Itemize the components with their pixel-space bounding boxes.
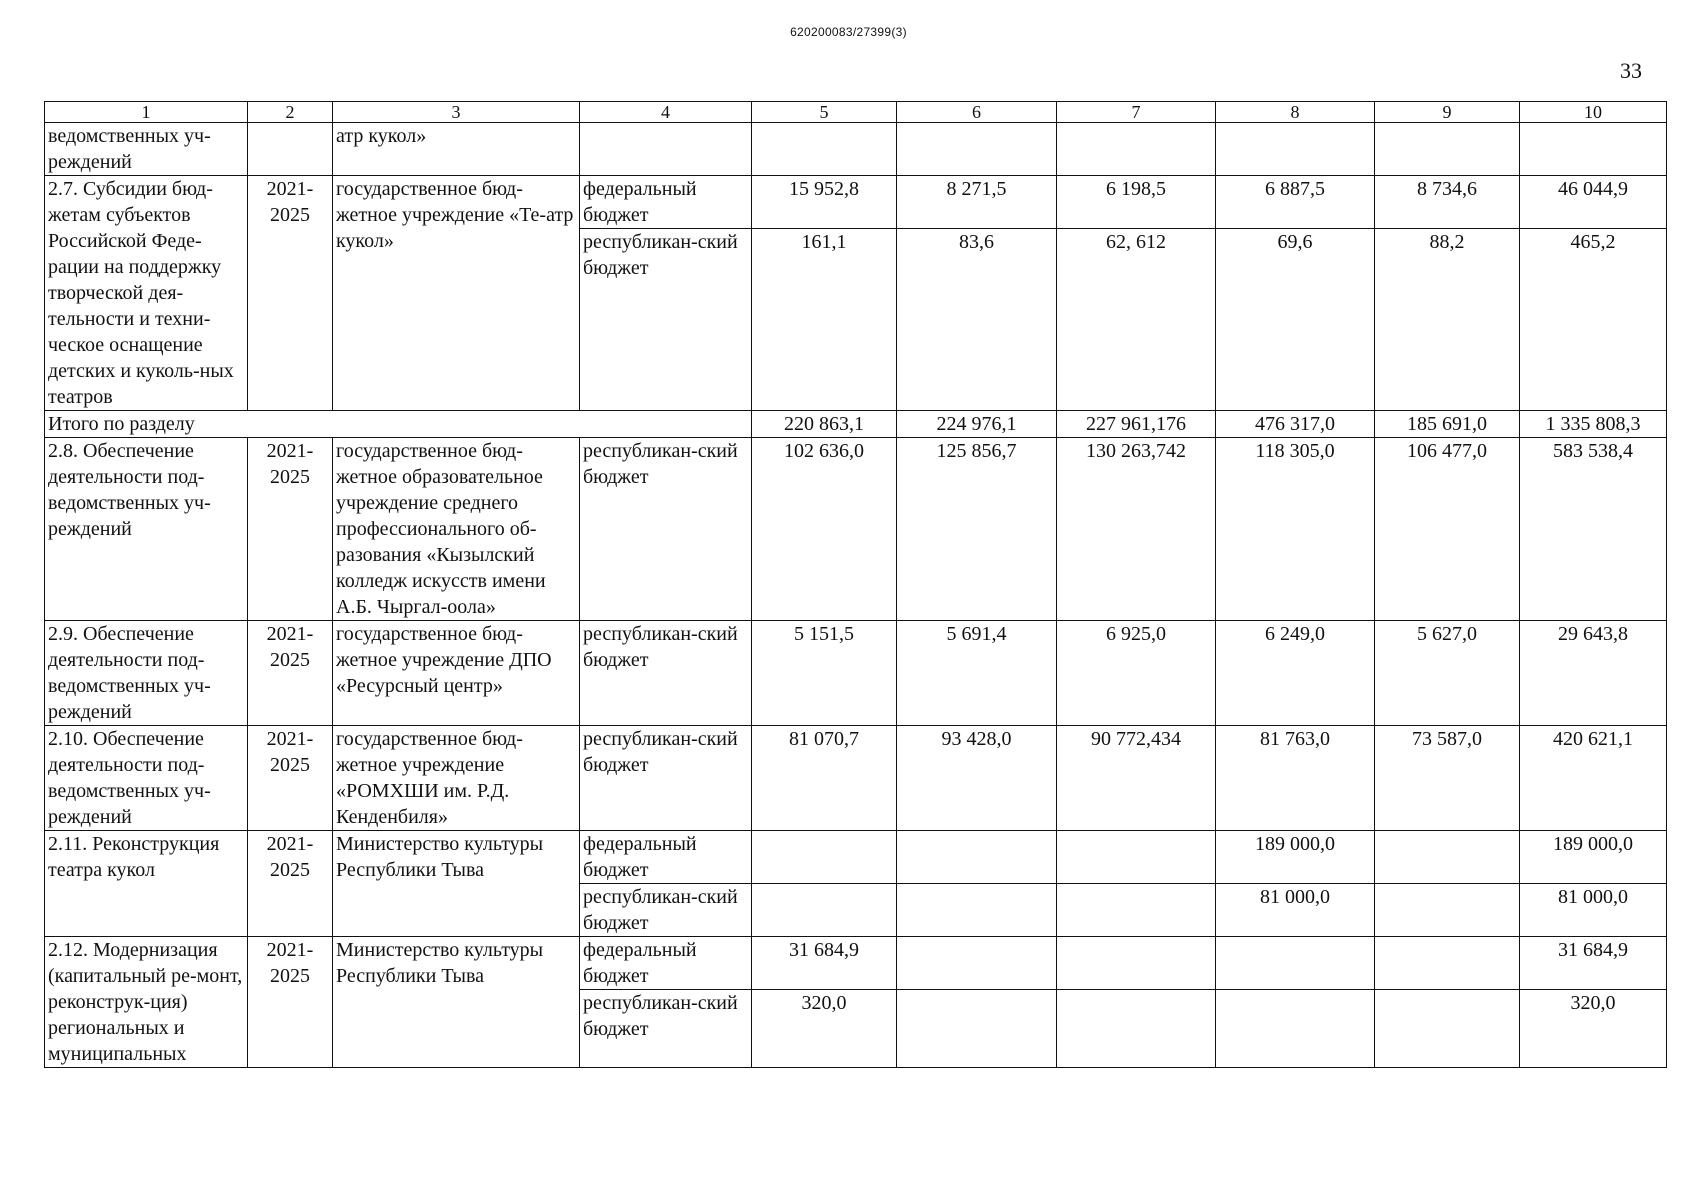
value-cell: 8 734,6 <box>1375 176 1520 229</box>
funding-source-cell: республикан-ский бюджет <box>580 621 752 726</box>
value-cell: 130 263,742 <box>1057 438 1216 621</box>
measure-name-cell: 2.12. Модернизация (капитальный ре-монт, реконструк-ция) региональных и муниципальных <box>45 937 248 1068</box>
value-cell: 102 636,0 <box>752 438 897 621</box>
executor-cell: атр кукол» <box>333 123 580 176</box>
value-cell: 320,0 <box>1520 990 1667 1068</box>
value-cell: 6 887,5 <box>1216 176 1375 229</box>
value-cell: 81 070,7 <box>752 726 897 831</box>
period-cell: 2021-2025 <box>248 831 333 937</box>
document-registration-number: 620200083/27399(3) <box>790 25 907 39</box>
table-row <box>45 123 1667 176</box>
value-cell <box>1216 990 1375 1068</box>
value-cell: 583 538,4 <box>1520 438 1667 621</box>
value-cell <box>1057 831 1216 884</box>
value-cell <box>752 884 897 937</box>
value-cell <box>1216 937 1375 990</box>
value-cell: 15 952,8 <box>752 176 897 229</box>
value-cell: 81 000,0 <box>1216 884 1375 937</box>
value-cell: 161,1 <box>752 229 897 411</box>
column-number: 1 <box>45 102 248 123</box>
value-cell: 62, 612 <box>1057 229 1216 411</box>
column-number: 8 <box>1216 102 1375 123</box>
value-cell: 320,0 <box>752 990 897 1068</box>
value-cell <box>1375 884 1520 937</box>
funding-source-cell: республикан-ский бюджет <box>580 990 752 1068</box>
value-cell: 8 271,5 <box>897 176 1057 229</box>
column-number: 10 <box>1520 102 1667 123</box>
executor-cell: Министерство культуры Республики Тыва <box>333 831 580 937</box>
total-value-cell: 185 691,0 <box>1375 411 1520 438</box>
value-cell: 5 151,5 <box>752 621 897 726</box>
section-total-label: Итого по разделу <box>45 411 752 438</box>
value-cell: 6 249,0 <box>1216 621 1375 726</box>
value-cell <box>752 831 897 884</box>
measure-name-cell: 2.7. Субсидии бюд-жетам субъектов Российской Феде-рации на поддержку творческой дея-тельности и техни-ческое оснащение детских и куколь-ных театров <box>45 176 248 411</box>
funding-source-cell: республикан-ский бюджет <box>580 884 752 937</box>
total-value-cell: 220 863,1 <box>752 411 897 438</box>
table-row <box>45 937 1667 990</box>
period-cell: 2021-2025 <box>248 438 333 621</box>
column-number: 7 <box>1057 102 1216 123</box>
total-value-cell: 476 317,0 <box>1216 411 1375 438</box>
value-cell <box>1520 123 1667 176</box>
value-cell: 69,6 <box>1216 229 1375 411</box>
value-cell: 6 198,5 <box>1057 176 1216 229</box>
period-cell: 2021-2025 <box>248 621 333 726</box>
value-cell: 73 587,0 <box>1375 726 1520 831</box>
value-cell: 118 305,0 <box>1216 438 1375 621</box>
value-cell: 88,2 <box>1375 229 1520 411</box>
table-row <box>45 726 1667 831</box>
value-cell: 106 477,0 <box>1375 438 1520 621</box>
value-cell: 31 684,9 <box>752 937 897 990</box>
value-cell <box>1057 990 1216 1068</box>
budget-table <box>44 101 1667 1068</box>
value-cell: 90 772,434 <box>1057 726 1216 831</box>
value-cell: 5 691,4 <box>897 621 1057 726</box>
funding-source-cell: республикан-ский бюджет <box>580 726 752 831</box>
value-cell: 6 925,0 <box>1057 621 1216 726</box>
measure-name-cell: ведомственных уч-реждений <box>45 123 248 176</box>
measure-name-cell: 2.10. Обеспечение деятельности под-ведомственных уч-реждений <box>45 726 248 831</box>
total-value-cell: 1 335 808,3 <box>1520 411 1667 438</box>
value-cell: 81 000,0 <box>1520 884 1667 937</box>
value-cell: 189 000,0 <box>1216 831 1375 884</box>
section-total-row <box>45 411 1667 438</box>
funding-source-cell: федеральный бюджет <box>580 937 752 990</box>
table-row <box>45 438 1667 621</box>
value-cell <box>897 123 1057 176</box>
column-number: 9 <box>1375 102 1520 123</box>
value-cell <box>897 990 1057 1068</box>
value-cell: 46 044,9 <box>1520 176 1667 229</box>
value-cell <box>897 884 1057 937</box>
column-number: 3 <box>333 102 580 123</box>
total-value-cell: 224 976,1 <box>897 411 1057 438</box>
value-cell <box>1216 123 1375 176</box>
measure-name-cell: 2.8. Обеспечение деятельности под-ведомственных уч-реждений <box>45 438 248 621</box>
column-number: 6 <box>897 102 1057 123</box>
column-number: 2 <box>248 102 333 123</box>
table-row <box>45 176 1667 229</box>
executor-cell: государственное бюд-жетное образовательное учреждение среднего профессионального об-разования «Кызылский колледж искусств имени А.Б. Чыргал-оола» <box>333 438 580 621</box>
funding-source-cell: республикан-ский бюджет <box>580 438 752 621</box>
value-cell: 125 856,7 <box>897 438 1057 621</box>
measure-name-cell: 2.9. Обеспечение деятельности под-ведомственных уч-реждений <box>45 621 248 726</box>
value-cell <box>1057 937 1216 990</box>
period-cell <box>248 123 333 176</box>
funding-source-cell: республикан-ский бюджет <box>580 229 752 411</box>
value-cell <box>897 831 1057 884</box>
column-number-row <box>45 102 1667 123</box>
value-cell: 81 763,0 <box>1216 726 1375 831</box>
executor-cell: государственное бюд-жетное учреждение «РОМХШИ им. Р.Д. Кенденбиля» <box>333 726 580 831</box>
executor-cell: государственное бюд-жетное учреждение ДПО «Ресурсный центр» <box>333 621 580 726</box>
table-row <box>45 831 1667 884</box>
value-cell: 29 643,8 <box>1520 621 1667 726</box>
measure-name-cell: 2.11. Реконструкция театра кукол <box>45 831 248 937</box>
column-number: 5 <box>752 102 897 123</box>
value-cell: 189 000,0 <box>1520 831 1667 884</box>
funding-source-cell: федеральный бюджет <box>580 831 752 884</box>
total-value-cell: 227 961,176 <box>1057 411 1216 438</box>
table-row <box>45 621 1667 726</box>
value-cell <box>1375 831 1520 884</box>
value-cell <box>897 937 1057 990</box>
value-cell <box>752 123 897 176</box>
value-cell <box>1057 884 1216 937</box>
funding-source-cell <box>580 123 752 176</box>
page-number: 33 <box>1620 58 1642 83</box>
value-cell <box>1375 123 1520 176</box>
period-cell: 2021-2025 <box>248 176 333 411</box>
period-cell: 2021-2025 <box>248 726 333 831</box>
value-cell: 83,6 <box>897 229 1057 411</box>
value-cell <box>1375 937 1520 990</box>
executor-cell: государственное бюд-жетное учреждение «Те-атр кукол» <box>333 176 580 411</box>
executor-cell: Министерство культуры Республики Тыва <box>333 937 580 1068</box>
value-cell: 31 684,9 <box>1520 937 1667 990</box>
period-cell: 2021-2025 <box>248 937 333 1068</box>
value-cell: 465,2 <box>1520 229 1667 411</box>
value-cell: 420 621,1 <box>1520 726 1667 831</box>
value-cell <box>1375 990 1520 1068</box>
value-cell: 5 627,0 <box>1375 621 1520 726</box>
value-cell <box>1057 123 1216 176</box>
value-cell: 93 428,0 <box>897 726 1057 831</box>
funding-source-cell: федеральный бюджет <box>580 176 752 229</box>
column-number: 4 <box>580 102 752 123</box>
